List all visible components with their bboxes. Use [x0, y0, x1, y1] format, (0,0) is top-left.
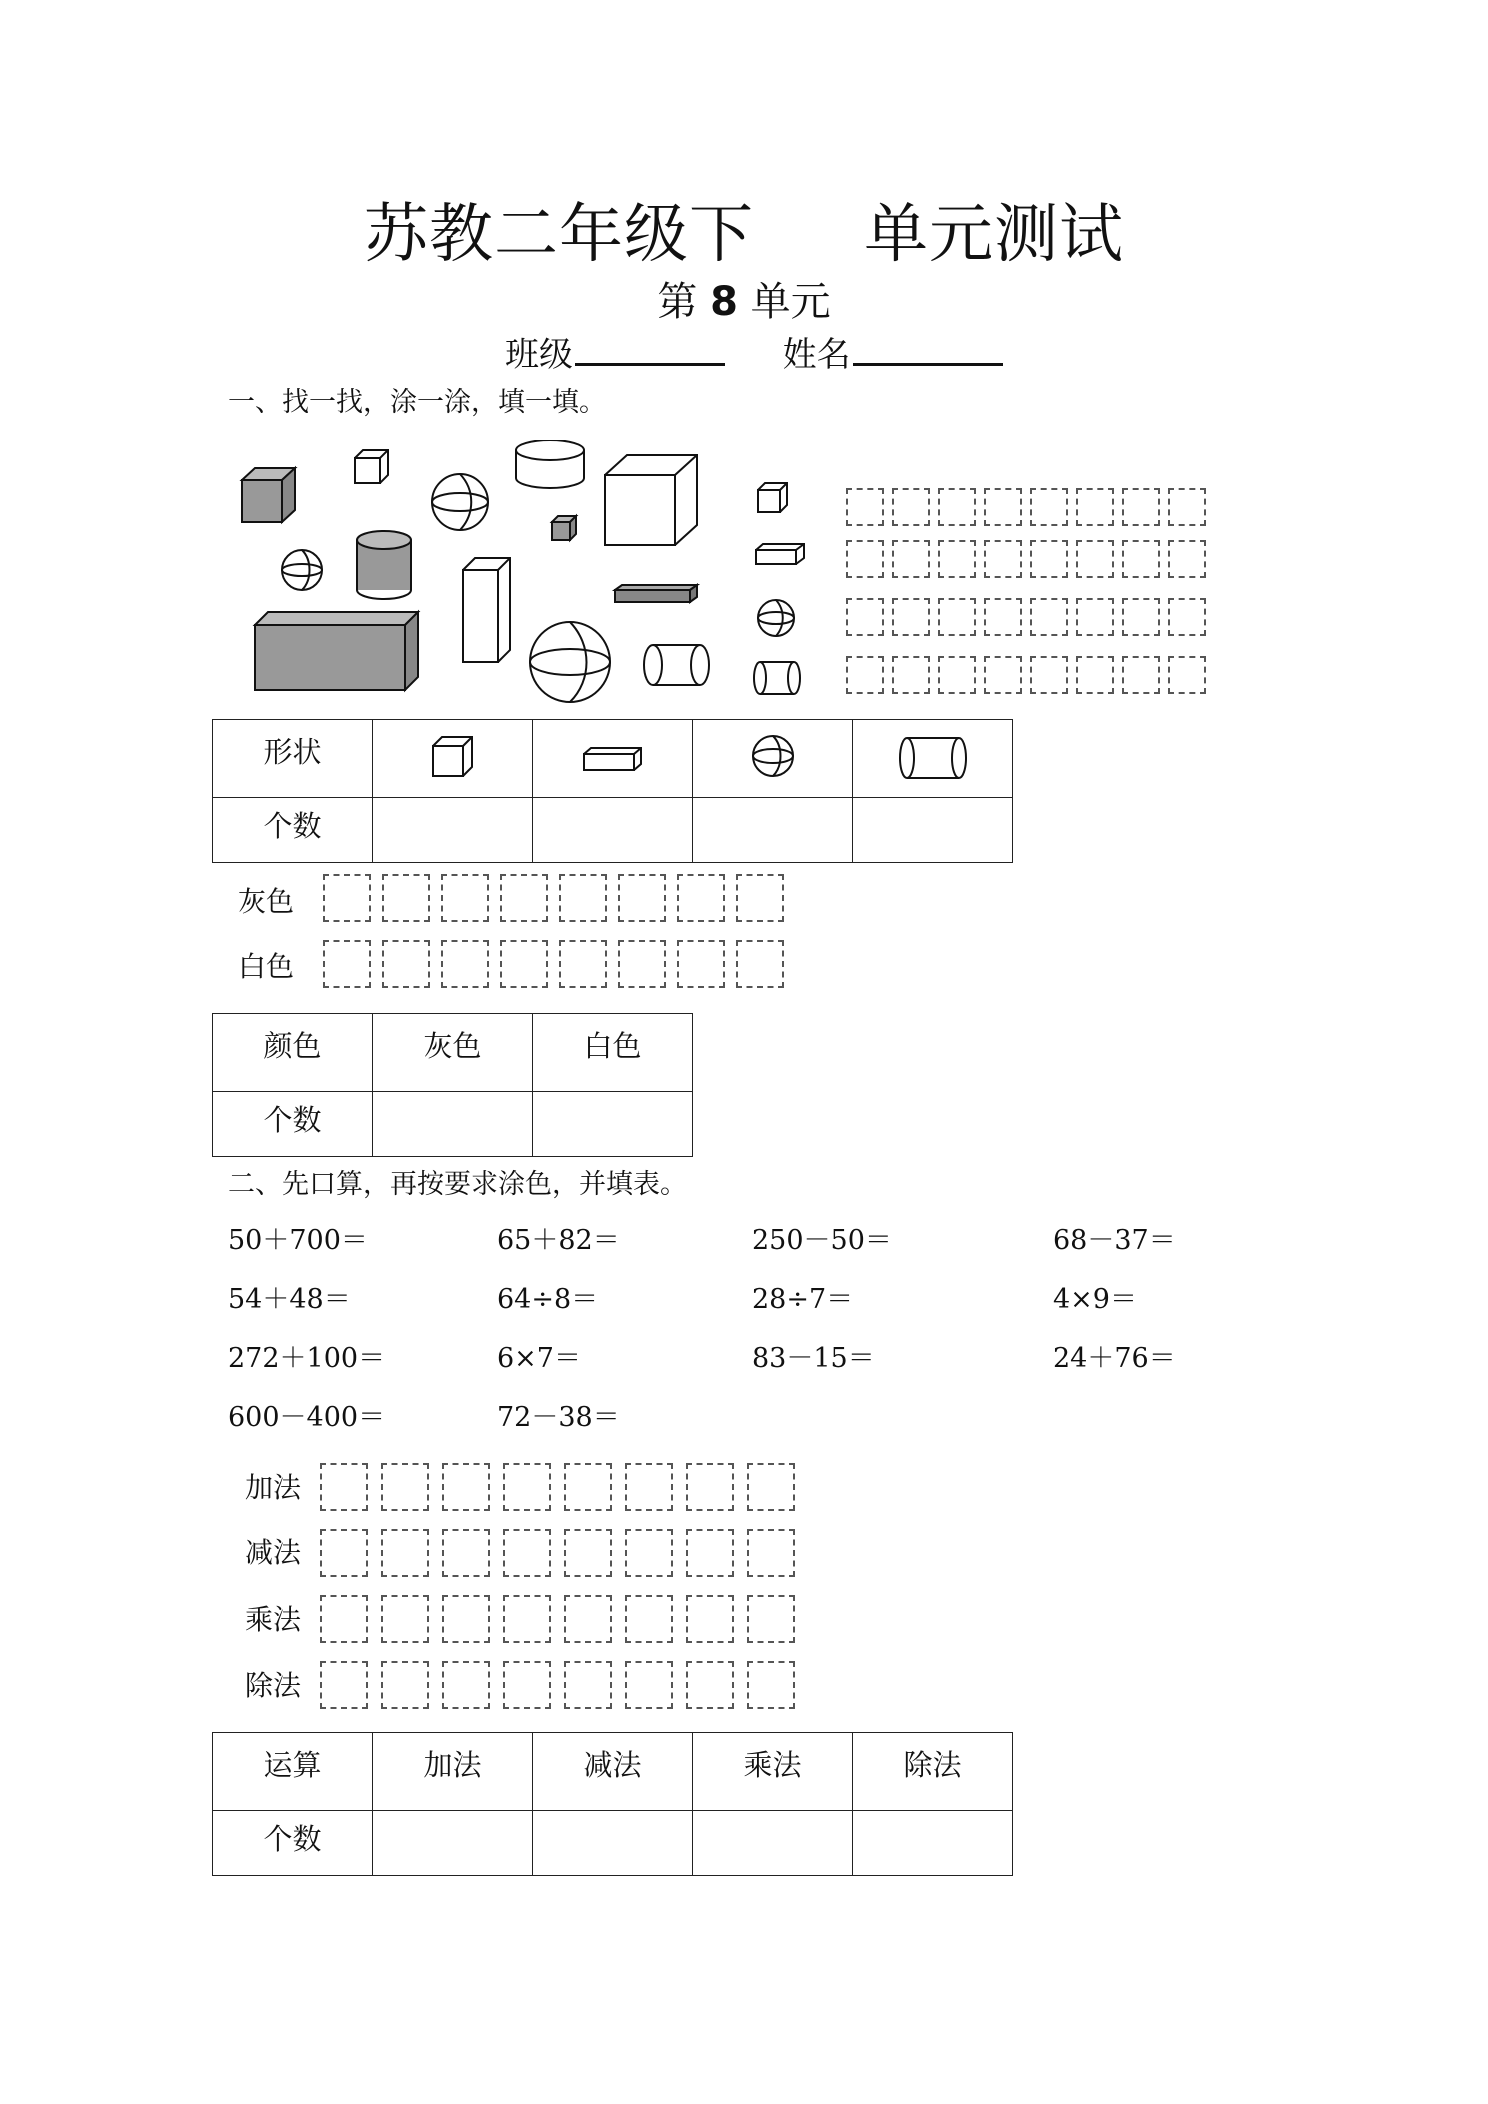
dashed-answer-box[interactable]	[559, 874, 607, 922]
dashed-answer-box[interactable]	[564, 1595, 612, 1643]
shape-count-table	[212, 719, 1013, 863]
dashed-answer-box[interactable]	[938, 488, 976, 526]
color-count-table	[212, 1013, 693, 1157]
dashed-answer-box[interactable]	[984, 656, 1022, 694]
op-row-label: 运算	[213, 1733, 373, 1811]
dashed-answer-box[interactable]	[892, 488, 930, 526]
dashed-answer-box[interactable]	[747, 1595, 795, 1643]
equation: 50＋700＝	[228, 1225, 368, 1256]
equation: 250－50＝	[752, 1225, 892, 1256]
equation: 28÷7＝	[752, 1284, 854, 1315]
dashed-answer-box[interactable]	[686, 1595, 734, 1643]
dashed-answer-box[interactable]	[1030, 540, 1068, 578]
dashed-answer-box[interactable]	[559, 940, 607, 988]
white-cube-large	[605, 455, 697, 545]
unit-suffix: 单元	[750, 279, 831, 325]
dashed-answer-box[interactable]	[938, 656, 976, 694]
dashed-answer-box[interactable]	[1076, 598, 1114, 636]
dashed-answer-box[interactable]	[1076, 656, 1114, 694]
dashed-answer-box[interactable]	[320, 1661, 368, 1709]
page-title	[0, 183, 1488, 275]
operation-count-table	[212, 1732, 1013, 1876]
legend-cube-icon	[758, 483, 787, 512]
dashed-answer-box[interactable]	[1076, 540, 1114, 578]
sphere-icon	[743, 730, 803, 786]
dashed-answer-box[interactable]	[618, 874, 666, 922]
dashed-answer-box[interactable]	[1030, 598, 1068, 636]
equation: 54＋48＝	[228, 1284, 351, 1315]
op-col-addition: 加法	[373, 1733, 533, 1811]
subtraction-row-label: 减法	[245, 1536, 302, 1569]
multiplication-row-label: 乘法	[245, 1603, 302, 1636]
dashed-answer-box[interactable]	[320, 1529, 368, 1577]
sphere-shape-2	[282, 550, 322, 590]
section2-heading: 二、先口算，再按要求涂色，并填表。	[228, 1169, 687, 1200]
section1-heading: 一、找一找，涂一涂，填一填。	[228, 387, 606, 418]
white-cube-small	[355, 450, 388, 483]
subtraction-count-cell[interactable]	[533, 1811, 693, 1876]
gray-cuboid-flat	[615, 585, 697, 602]
dashed-answer-box[interactable]	[625, 1661, 673, 1709]
dashed-answer-box[interactable]	[503, 1529, 551, 1577]
white-cuboid-tall	[463, 558, 510, 662]
title-part1: 苏教二年级下	[364, 198, 754, 272]
legend-cuboid-icon	[756, 544, 804, 564]
shape-col-cuboid	[533, 720, 693, 798]
division-count-cell[interactable]	[853, 1811, 1013, 1876]
sphere-shape-1	[432, 474, 488, 530]
equation: 6×7＝	[497, 1343, 581, 1374]
dashed-answer-box[interactable]	[500, 940, 548, 988]
gray-cube-small	[552, 516, 576, 540]
dashed-answer-box[interactable]	[503, 1661, 551, 1709]
dashed-answer-box[interactable]	[442, 1463, 490, 1511]
dashed-answer-box[interactable]	[618, 940, 666, 988]
white-count-cell[interactable]	[533, 1092, 693, 1157]
dashed-answer-box[interactable]	[625, 1529, 673, 1577]
sphere-shape-3	[530, 622, 610, 702]
white-cylinder-horizontal	[644, 645, 709, 685]
legend-cylinder-icon	[754, 662, 800, 694]
multiplication-count-cell[interactable]	[693, 1811, 853, 1876]
cube-icon	[423, 730, 483, 786]
dashed-answer-box[interactable]	[503, 1463, 551, 1511]
addition-row-label: 加法	[245, 1471, 302, 1504]
dashed-answer-box[interactable]	[323, 874, 371, 922]
dashed-answer-box[interactable]	[747, 1529, 795, 1577]
cylinder-icon	[893, 730, 973, 786]
dashed-answer-box[interactable]	[441, 940, 489, 988]
dashed-answer-box[interactable]	[1122, 540, 1160, 578]
sphere-count-cell[interactable]	[693, 798, 853, 863]
dashed-answer-box[interactable]	[1076, 488, 1114, 526]
dashed-answer-box[interactable]	[984, 598, 1022, 636]
cylinder-count-cell[interactable]	[853, 798, 1013, 863]
dashed-answer-box[interactable]	[625, 1595, 673, 1643]
division-row-label: 除法	[245, 1669, 302, 1702]
shape-col-cube	[373, 720, 533, 798]
dashed-answer-box[interactable]	[1168, 598, 1206, 636]
dashed-answer-box[interactable]	[686, 1529, 734, 1577]
dashed-answer-box[interactable]	[323, 940, 371, 988]
dashed-answer-box[interactable]	[686, 1463, 734, 1511]
equation: 65＋82＝	[497, 1225, 620, 1256]
dashed-answer-box[interactable]	[381, 1463, 429, 1511]
name-blank[interactable]	[853, 333, 1003, 366]
dashed-answer-box[interactable]	[1168, 656, 1206, 694]
dashed-answer-box[interactable]	[503, 1595, 551, 1643]
dashed-answer-box[interactable]	[564, 1661, 612, 1709]
dashed-answer-box[interactable]	[381, 1595, 429, 1643]
dashed-answer-box[interactable]	[1122, 598, 1160, 636]
dashed-answer-box[interactable]	[1122, 656, 1160, 694]
dashed-answer-box[interactable]	[846, 598, 884, 636]
color-count-label: 个数	[213, 1092, 373, 1157]
dashed-answer-box[interactable]	[320, 1595, 368, 1643]
dashed-answer-box[interactable]	[677, 874, 725, 922]
dashed-answer-box[interactable]	[938, 598, 976, 636]
dashed-answer-box[interactable]	[938, 540, 976, 578]
white-cylinder-short	[516, 440, 584, 488]
legend-sphere-icon	[758, 600, 794, 636]
dashed-answer-box[interactable]	[846, 488, 884, 526]
gray-row-label: 灰色	[238, 885, 295, 918]
title-part2: 单元测试	[864, 198, 1124, 272]
class-blank[interactable]	[575, 333, 725, 366]
dashed-answer-box[interactable]	[625, 1463, 673, 1511]
equation: 72－38＝	[497, 1402, 620, 1433]
dashed-answer-box[interactable]	[892, 540, 930, 578]
dashed-answer-box[interactable]	[1122, 488, 1160, 526]
dashed-answer-box[interactable]	[1030, 656, 1068, 694]
white-row-label: 白色	[238, 950, 295, 983]
dashed-answer-box[interactable]	[736, 874, 784, 922]
cuboid-count-cell[interactable]	[533, 798, 693, 863]
addition-count-cell[interactable]	[373, 1811, 533, 1876]
equation: 4×9＝	[1053, 1284, 1137, 1315]
dashed-answer-box[interactable]	[1030, 488, 1068, 526]
dashed-answer-box[interactable]	[564, 1529, 612, 1577]
dashed-answer-box[interactable]	[892, 598, 930, 636]
gray-cube-shape	[242, 468, 295, 522]
dashed-answer-box[interactable]	[320, 1463, 368, 1511]
gray-cylinder	[357, 531, 411, 599]
legend-shapes	[752, 480, 822, 700]
unit-prefix: 第	[657, 279, 698, 325]
equation: 83－15＝	[752, 1343, 875, 1374]
shape-count-label: 个数	[213, 798, 373, 863]
shape-row-label: 形状	[213, 720, 373, 798]
color-col-gray: 灰色	[373, 1014, 533, 1092]
dashed-answer-box[interactable]	[441, 874, 489, 922]
dashed-answer-box[interactable]	[381, 1661, 429, 1709]
op-col-division: 除法	[853, 1733, 1013, 1811]
equation: 272＋100＝	[228, 1343, 386, 1374]
dashed-answer-box[interactable]	[381, 1529, 429, 1577]
dashed-answer-box[interactable]	[686, 1661, 734, 1709]
dashed-answer-box[interactable]	[846, 656, 884, 694]
solid-figures-illustration	[230, 440, 750, 710]
equation: 68－37＝	[1053, 1225, 1176, 1256]
cube-count-cell[interactable]	[373, 798, 533, 863]
dashed-answer-box[interactable]	[500, 874, 548, 922]
dashed-answer-box[interactable]	[1168, 488, 1206, 526]
dashed-answer-box[interactable]	[984, 488, 1022, 526]
dashed-answer-box[interactable]	[382, 940, 430, 988]
dashed-answer-box[interactable]	[736, 940, 784, 988]
dashed-answer-box[interactable]	[1168, 540, 1206, 578]
dashed-answer-box[interactable]	[747, 1463, 795, 1511]
dashed-answer-box[interactable]	[382, 874, 430, 922]
dashed-answer-box[interactable]	[747, 1661, 795, 1709]
dashed-answer-box[interactable]	[677, 940, 725, 988]
class-label: 班级	[505, 335, 573, 375]
op-count-label: 个数	[213, 1811, 373, 1876]
unit-subtitle	[0, 270, 1488, 327]
dashed-answer-box[interactable]	[442, 1529, 490, 1577]
shape-col-cylinder	[853, 720, 1013, 798]
dashed-answer-box[interactable]	[892, 656, 930, 694]
unit-number: 8	[710, 279, 738, 325]
dashed-answer-box[interactable]	[984, 540, 1022, 578]
gray-cuboid-large	[255, 612, 418, 690]
equation: 64÷8＝	[497, 1284, 599, 1315]
gray-count-cell[interactable]	[373, 1092, 533, 1157]
dashed-answer-box[interactable]	[442, 1661, 490, 1709]
dashed-answer-box[interactable]	[564, 1463, 612, 1511]
name-label: 姓名	[782, 335, 851, 375]
cuboid-icon	[578, 730, 648, 786]
dashed-answer-box[interactable]	[442, 1595, 490, 1643]
op-col-subtraction: 减法	[533, 1733, 693, 1811]
dashed-answer-box[interactable]	[846, 540, 884, 578]
color-col-white: 白色	[533, 1014, 693, 1092]
shape-col-sphere	[693, 720, 853, 798]
equation: 24＋76＝	[1053, 1343, 1176, 1374]
color-row-label: 颜色	[213, 1014, 373, 1092]
op-col-multiplication: 乘法	[693, 1733, 853, 1811]
class-name-line	[505, 327, 1003, 376]
equation: 600－400＝	[228, 1402, 386, 1433]
